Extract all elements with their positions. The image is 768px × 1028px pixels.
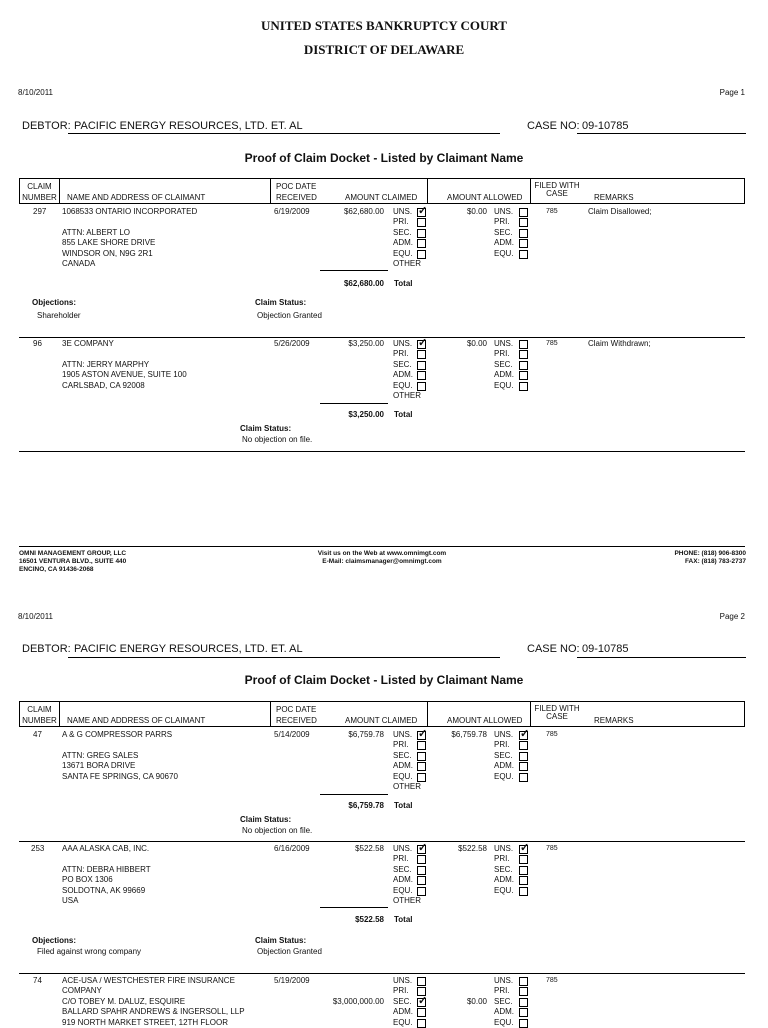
allowed-equ-checkbox[interactable]: [519, 773, 528, 782]
claim-number: 74: [33, 976, 42, 985]
claimant-line: SOLDOTNA, AK 99669: [62, 885, 146, 895]
header-number: NUMBER: [22, 193, 57, 202]
claimed-status-labels: UNS. PRI. SEC. ADM. EQU.: [393, 976, 413, 1027]
claimed-status-labels: UNS. PRI. SEC. ADM. EQU. OTHER: [393, 207, 421, 269]
claim-number: 96: [33, 339, 42, 348]
page1-debtor-value: PACIFIC ENERGY RESOURCES, LTD. ET. AL: [74, 120, 303, 132]
court-district: DISTRICT OF DELAWARE: [303, 42, 465, 57]
allowed-sec-checkbox[interactable]: [519, 866, 528, 875]
allowed-status-labels: UNS. PRI. SEC. ADM. EQU.: [494, 844, 514, 895]
claimant-line: CARLSBAD, CA 92008: [62, 380, 145, 390]
allowed-pri-checkbox[interactable]: [519, 741, 528, 750]
claimed-uns-checkbox[interactable]: [417, 977, 426, 986]
page1-header-divider: [530, 178, 531, 204]
claim-status-label: Claim Status:: [240, 424, 292, 433]
page2-page-number: Page 2: [719, 612, 745, 621]
claimant-name-address: [62, 339, 187, 391]
page2-header-divider: [59, 701, 60, 727]
claimed-status-labels: UNS. PRI. SEC. ADM. EQU. OTHER: [393, 730, 421, 792]
page2-debtor-underline: [68, 657, 500, 658]
objections-label: Objections:: [32, 298, 77, 307]
page2-debtor-value: PACIFIC ENERGY RESOURCES, LTD. ET. AL: [74, 643, 303, 655]
header-poc-date: POC DATE: [276, 182, 317, 191]
total-rule: [320, 794, 388, 795]
header-case: CASE: [546, 712, 568, 721]
claimant-line: C/O TOBEY M. DALUZ, ESQUIRE: [62, 996, 186, 1006]
page1-debtor-underline: [68, 133, 500, 134]
page1-header-divider: [427, 178, 428, 204]
total-rule: [320, 270, 388, 271]
footer-contact: [244, 550, 520, 566]
filed-case: 785: [546, 208, 558, 215]
claimed-equ-checkbox[interactable]: [417, 887, 426, 896]
claimed-adm-checkbox[interactable]: [417, 239, 426, 248]
allowed-equ-checkbox[interactable]: [519, 887, 528, 896]
claimant-line: 3E COMPANY: [62, 339, 114, 348]
allowed-equ-checkbox[interactable]: [519, 250, 528, 259]
page2-header-divider: [270, 701, 271, 727]
claimant-line: USA: [62, 896, 79, 906]
total-label: Total: [394, 801, 413, 810]
total-rule: [320, 907, 388, 908]
poc-date: 5/19/2009: [274, 976, 310, 985]
row-separator: [19, 451, 745, 452]
claim-status-value: Objection Granted: [257, 311, 322, 320]
allowed-adm-checkbox[interactable]: [519, 239, 528, 248]
total-amount: $3,250.00: [348, 410, 384, 419]
poc-date: 5/26/2009: [274, 339, 310, 348]
claimant-name-address: [62, 844, 151, 906]
allowed-adm-checkbox[interactable]: [519, 762, 528, 771]
allowed-sec-checkbox[interactable]: [519, 361, 528, 370]
footer-address: [19, 550, 126, 574]
allowed-adm-checkbox[interactable]: [519, 876, 528, 885]
claimant-name-address: [62, 976, 245, 1028]
claimed-equ-checkbox[interactable]: [417, 773, 426, 782]
amount-claimed: $3,250.00: [348, 339, 384, 348]
header-case: CASE: [546, 189, 568, 198]
page1-case-underline: [577, 133, 746, 134]
page1-date: 8/10/2011: [18, 88, 53, 97]
claimant-line: BALLARD SPAHR ANDREWS & INGERSOLL, LLP: [62, 1007, 245, 1017]
allowed-uns-checkbox[interactable]: [519, 340, 528, 349]
claimant-line: 1068533 ONTARIO INCORPORATED: [62, 207, 198, 216]
claimed-pri-checkbox[interactable]: [417, 855, 426, 864]
claimant-line: SANTA FE SPRINGS, CA 90670: [62, 771, 178, 781]
allowed-sec-checkbox[interactable]: [519, 229, 528, 238]
header-number: NUMBER: [22, 716, 57, 725]
allowed-uns-checkbox[interactable]: [519, 731, 528, 740]
header-poc-date: POC DATE: [276, 705, 317, 714]
amount-claimed: $522.58: [355, 844, 384, 853]
claimed-adm-checkbox[interactable]: [417, 1008, 426, 1017]
claimed-equ-checkbox[interactable]: [417, 250, 426, 259]
filed-case: 785: [546, 340, 558, 347]
allowed-pri-checkbox[interactable]: [519, 350, 528, 359]
claimed-adm-checkbox[interactable]: [417, 371, 426, 380]
total-amount: $6,759.78: [348, 801, 384, 810]
claimant-name-address: [62, 207, 197, 269]
allowed-status-labels: UNS. PRI. SEC. ADM. EQU.: [494, 339, 514, 390]
claimed-adm-checkbox[interactable]: [417, 762, 426, 771]
claim-status-value: No objection on file.: [242, 435, 313, 444]
page1-page-number: Page 1: [719, 88, 745, 97]
allowed-status-labels: UNS. PRI. SEC. ADM. EQU.: [494, 976, 514, 1027]
total-amount: $522.58: [355, 915, 384, 924]
claim-number: 253: [31, 844, 45, 853]
claimed-sec-checkbox[interactable]: [417, 752, 426, 761]
claimed-pri-checkbox[interactable]: [417, 218, 426, 227]
allowed-adm-checkbox[interactable]: [519, 1008, 528, 1017]
claimant-line: COMPANY: [62, 986, 102, 996]
header-name-address: NAME AND ADDRESS OF CLAIMANT: [67, 716, 206, 725]
header-name-address: NAME AND ADDRESS OF CLAIMANT: [67, 193, 206, 202]
page2-debtor-label: DEBTOR:: [22, 643, 71, 655]
allowed-sec-checkbox[interactable]: [519, 752, 528, 761]
amount-claimed: $3,000,000.00: [332, 997, 384, 1006]
claimed-pri-checkbox[interactable]: [417, 350, 426, 359]
page1-header-divider: [59, 178, 60, 204]
footer-address-line: ENCINO, CA 91436-2068: [19, 566, 94, 573]
footer-address-line: 16501 VENTURA BLVD., SUITE 440: [19, 558, 127, 565]
header-amount-allowed: AMOUNT ALLOWED: [447, 193, 523, 202]
claimant-line: ATTN: ALBERT LO: [62, 227, 131, 237]
remarks: Claim Withdrawn;: [588, 339, 651, 348]
filed-case: 785: [546, 977, 558, 984]
page1-case-value: 09-10785: [582, 120, 629, 132]
claimant-line: 855 LAKE SHORE DRIVE: [62, 238, 156, 248]
row-separator: [19, 337, 745, 338]
claimant-line: 13671 BORA DRIVE: [62, 761, 136, 771]
claimant-line: ATTN: DEBRA HIBBERT: [62, 864, 151, 874]
header-amount-claimed: AMOUNT CLAIMED: [345, 716, 418, 725]
claim-status-value: No objection on file.: [242, 826, 313, 835]
header-remarks: REMARKS: [594, 193, 634, 202]
header-claim: CLAIM: [27, 182, 52, 191]
allowed-pri-checkbox[interactable]: [519, 218, 528, 227]
claim-number: 47: [33, 730, 42, 739]
page1-case-label: CASE NO:: [527, 120, 580, 132]
page1-header-divider: [270, 178, 271, 204]
allowed-uns-checkbox[interactable]: [519, 977, 528, 986]
header-received: RECEIVED: [276, 193, 317, 202]
footer-web-link[interactable]: Visit us on the Web at www.omnimgt.com: [317, 550, 447, 557]
header-received: RECEIVED: [276, 716, 317, 725]
claimant-line: ACE-USA / WESTCHESTER FIRE INSURANCE: [62, 976, 235, 985]
claim-status-label: Claim Status:: [240, 815, 292, 824]
allowed-status-labels: UNS. PRI. SEC. ADM. EQU.: [494, 207, 514, 258]
footer-rule: [19, 546, 745, 547]
header-claim: CLAIM: [27, 705, 52, 714]
page2-header-divider: [427, 701, 428, 727]
claim-status-label: Claim Status:: [255, 936, 307, 945]
amount-allowed: $0.00: [466, 207, 487, 216]
allowed-status-labels: UNS. PRI. SEC. ADM. EQU.: [494, 730, 514, 781]
row-separator: [19, 973, 745, 974]
allowed-uns-checkbox[interactable]: [519, 208, 528, 217]
allowed-pri-checkbox[interactable]: [519, 987, 528, 996]
footer-company: OMNI MANAGEMENT GROUP, LLC: [19, 550, 127, 557]
claimant-line: ATTN: GREG SALES: [62, 750, 139, 760]
claim-status-value: Objection Granted: [257, 947, 322, 956]
claimant-line: PO BOX 1306: [62, 875, 113, 885]
poc-date: 6/16/2009: [274, 844, 310, 853]
page2-case-label: CASE NO:: [527, 643, 580, 655]
total-label: Total: [394, 915, 413, 924]
claim-status-label: Claim Status:: [255, 298, 307, 307]
filed-case: 785: [546, 845, 558, 852]
amount-allowed: $0.00: [466, 339, 487, 348]
claimant-line: A & G COMPRESSOR PARRS: [62, 730, 173, 739]
footer-fax: FAX: (818) 783-2737: [684, 558, 746, 565]
row-separator: [19, 841, 745, 842]
poc-date: 5/14/2009: [274, 730, 310, 739]
claimed-adm-checkbox[interactable]: [417, 876, 426, 885]
objections-value: Shareholder: [37, 311, 81, 320]
claimant-name-address: [62, 730, 178, 782]
total-label: Total: [394, 279, 413, 288]
amount-allowed: $6,759.78: [451, 730, 487, 739]
amount-allowed: $522.58: [458, 844, 487, 853]
page2-header-divider: [530, 701, 531, 727]
claimed-equ-checkbox[interactable]: [417, 382, 426, 391]
claimant-line: AAA ALASKA CAB, INC.: [62, 844, 150, 853]
claimed-sec-checkbox[interactable]: [417, 866, 426, 875]
allowed-equ-checkbox[interactable]: [519, 382, 528, 391]
header-filed-with: FILED WITH: [534, 181, 580, 190]
page2-case-underline: [577, 657, 746, 658]
allowed-adm-checkbox[interactable]: [519, 371, 528, 380]
page2-docket-title: Proof of Claim Docket - Listed by Claimant Name: [244, 673, 524, 687]
page1-docket-title: Proof of Claim Docket - Listed by Claimant Name: [244, 151, 524, 165]
header-amount-allowed: AMOUNT ALLOWED: [447, 716, 523, 725]
allowed-uns-checkbox[interactable]: [519, 845, 528, 854]
amount-claimed: $6,759.78: [348, 730, 384, 739]
court-name: UNITED STATES BANKRUPTCY COURT: [261, 18, 507, 33]
claimant-line: 919 NORTH MARKET STREET, 12TH FLOOR: [62, 1017, 228, 1027]
header-remarks: REMARKS: [594, 716, 634, 725]
claim-number: 297: [33, 207, 47, 216]
claimant-line: CANADA: [62, 259, 96, 269]
header-filed-with: FILED WITH: [534, 704, 580, 713]
claimed-status-labels: UNS. PRI. SEC. ADM. EQU. OTHER: [393, 339, 421, 401]
filed-case: 785: [546, 731, 558, 738]
claimed-sec-checkbox[interactable]: [417, 361, 426, 370]
amount-claimed: $62,680.00: [343, 207, 384, 216]
allowed-sec-checkbox[interactable]: [519, 998, 528, 1007]
claimed-sec-checkbox[interactable]: [417, 229, 426, 238]
objections-label: Objections:: [32, 936, 77, 945]
claimant-line: ATTN: JERRY MARPHY: [62, 359, 150, 369]
allowed-pri-checkbox[interactable]: [519, 855, 528, 864]
total-rule: [320, 403, 388, 404]
total-label: Total: [394, 410, 413, 419]
footer-email-link[interactable]: E-Mail: claimsmanager@omnimgt.com: [322, 558, 442, 565]
page2-case-value: 09-10785: [582, 643, 629, 655]
page2-date: 8/10/2011: [18, 612, 53, 621]
amount-allowed: $0.00: [466, 997, 487, 1006]
claimant-line: 1905 ASTON AVENUE, SUITE 100: [62, 370, 187, 380]
poc-date: 6/19/2009: [274, 207, 310, 216]
total-amount: $62,680.00: [343, 279, 384, 288]
header-amount-claimed: AMOUNT CLAIMED: [345, 193, 418, 202]
claimed-status-labels: UNS. PRI. SEC. ADM. EQU. OTHER: [393, 844, 421, 906]
footer-phone: PHONE: (818) 906-8300: [674, 550, 746, 557]
objections-value: Filed against wrong company: [37, 947, 142, 956]
footer-phone-fax: [674, 550, 746, 566]
remarks: Claim Disallowed;: [588, 207, 652, 216]
claimed-pri-checkbox[interactable]: [417, 741, 426, 750]
claimant-line: WINDSOR ON, N9G 2R1: [62, 248, 153, 258]
page1-debtor-label: DEBTOR:: [22, 120, 71, 132]
